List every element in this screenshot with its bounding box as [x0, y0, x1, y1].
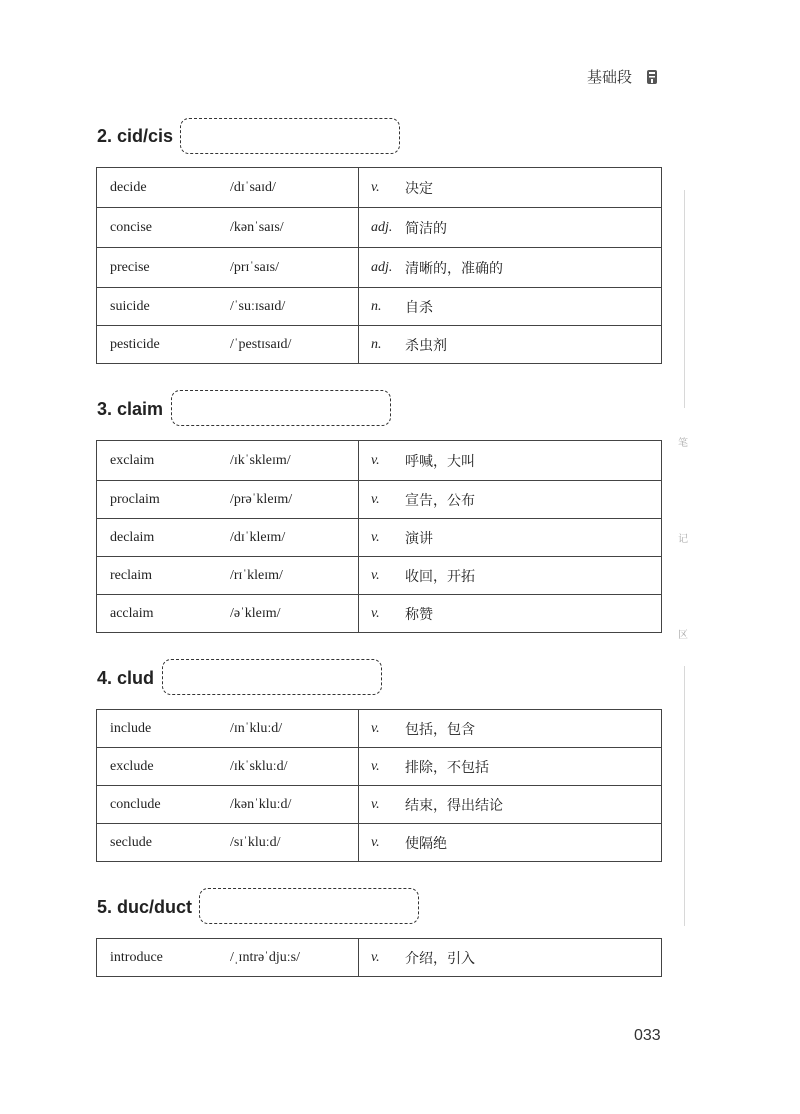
word-cell: include	[97, 710, 231, 748]
meaning-cell: 决定	[405, 168, 662, 208]
pos-cell: v.	[359, 824, 406, 862]
word-cell: declaim	[97, 519, 231, 557]
ipa-cell: /ˌɪntrəˈdjuːs/	[230, 939, 359, 977]
word-cell: seclude	[97, 824, 231, 862]
table-row	[97, 441, 662, 481]
page-header	[587, 66, 658, 87]
table-row	[97, 248, 662, 288]
pos-cell: v.	[359, 595, 406, 633]
ipa-cell: /ɪkˈskleɪm/	[230, 441, 359, 481]
pos-cell: v.	[359, 710, 406, 748]
meaning-cell: 清晰的，准确的	[405, 248, 662, 288]
pos-cell: n.	[359, 326, 406, 364]
table-row	[97, 519, 662, 557]
pos-cell: v.	[359, 481, 406, 519]
pos-cell: v.	[359, 557, 406, 595]
meaning-cell: 简洁的	[405, 208, 662, 248]
side-label: 笔	[678, 438, 688, 449]
word-cell: concise	[97, 208, 231, 248]
table-row	[97, 326, 662, 364]
meaning-cell: 杀虫剂	[405, 326, 662, 364]
table-row	[97, 939, 662, 977]
meaning-cell: 包括，包含	[405, 710, 662, 748]
table-row	[97, 824, 662, 862]
ipa-cell: /ˈsuːɪsaɪd/	[230, 288, 359, 326]
vocab-table	[96, 709, 662, 862]
ipa-cell: /sɪˈkluːd/	[230, 824, 359, 862]
meaning-cell: 介绍，引入	[405, 939, 662, 977]
ipa-cell: /rɪˈkleɪm/	[230, 557, 359, 595]
table-row	[97, 557, 662, 595]
table-row	[97, 595, 662, 633]
pos-cell: v.	[359, 168, 406, 208]
book-badge-icon	[646, 69, 658, 85]
pos-cell: adj.	[359, 248, 406, 288]
pos-cell: v.	[359, 939, 406, 977]
pos-cell: v.	[359, 519, 406, 557]
root-meaning-blank[interactable]	[180, 118, 400, 154]
pos-cell: v.	[359, 786, 406, 824]
header-title: 基础段	[586, 68, 632, 86]
meaning-cell: 称赞	[405, 595, 662, 633]
ipa-cell: /kənˈsaɪs/	[230, 208, 359, 248]
root-meaning-blank[interactable]	[171, 390, 391, 426]
table-row	[97, 786, 662, 824]
pos-cell: v.	[359, 441, 406, 481]
table-row	[97, 710, 662, 748]
meaning-cell: 排除，不包括	[405, 748, 662, 786]
side-label: 区	[678, 630, 688, 641]
ipa-cell: /dɪˈkleɪm/	[230, 519, 359, 557]
section-title: 2. cid/cis	[97, 126, 174, 146]
meaning-cell: 结束，得出结论	[405, 786, 662, 824]
table-row	[97, 208, 662, 248]
section-title: 5. duc/duct	[97, 897, 193, 917]
vocab-table	[96, 938, 662, 977]
meaning-cell: 收回，开拓	[405, 557, 662, 595]
meaning-cell: 呼喊，大叫	[405, 441, 662, 481]
ipa-cell: /əˈkleɪm/	[230, 595, 359, 633]
notes-divider-top	[684, 190, 685, 408]
meaning-cell: 使隔绝	[405, 824, 662, 862]
ipa-cell: /ˈpestɪsaɪd/	[230, 326, 359, 364]
meaning-cell: 宣告，公布	[405, 481, 662, 519]
pos-cell: adj.	[359, 208, 406, 248]
table-row	[97, 288, 662, 326]
ipa-cell: /dɪˈsaɪd/	[230, 168, 359, 208]
root-meaning-blank[interactable]	[199, 888, 419, 924]
notes-divider-bottom	[684, 666, 685, 926]
ipa-cell: /prɪˈsaɪs/	[230, 248, 359, 288]
meaning-cell: 自杀	[405, 288, 662, 326]
root-meaning-blank[interactable]	[162, 659, 382, 695]
side-label: 记	[678, 534, 688, 545]
ipa-cell: /ɪnˈkluːd/	[230, 710, 359, 748]
word-cell: precise	[97, 248, 231, 288]
word-cell: pesticide	[97, 326, 231, 364]
page-number: 033	[634, 1027, 661, 1044]
ipa-cell: /kənˈkluːd/	[230, 786, 359, 824]
ipa-cell: /ɪkˈskluːd/	[230, 748, 359, 786]
vocab-table	[96, 167, 662, 364]
vocab-table	[96, 440, 662, 633]
meaning-cell: 演讲	[405, 519, 662, 557]
word-cell: suicide	[97, 288, 231, 326]
pos-cell: n.	[359, 288, 406, 326]
word-cell: decide	[97, 168, 231, 208]
word-cell: proclaim	[97, 481, 231, 519]
word-cell: exclaim	[97, 441, 231, 481]
pos-cell: v.	[359, 748, 406, 786]
word-cell: conclude	[97, 786, 231, 824]
word-cell: reclaim	[97, 557, 231, 595]
word-cell: introduce	[97, 939, 231, 977]
word-cell: acclaim	[97, 595, 231, 633]
table-row	[97, 748, 662, 786]
section-title: 4. clud	[97, 668, 155, 688]
table-row	[97, 168, 662, 208]
section-title: 3. claim	[97, 399, 164, 419]
word-cell: exclude	[97, 748, 231, 786]
table-row	[97, 481, 662, 519]
ipa-cell: /prəˈkleɪm/	[230, 481, 359, 519]
